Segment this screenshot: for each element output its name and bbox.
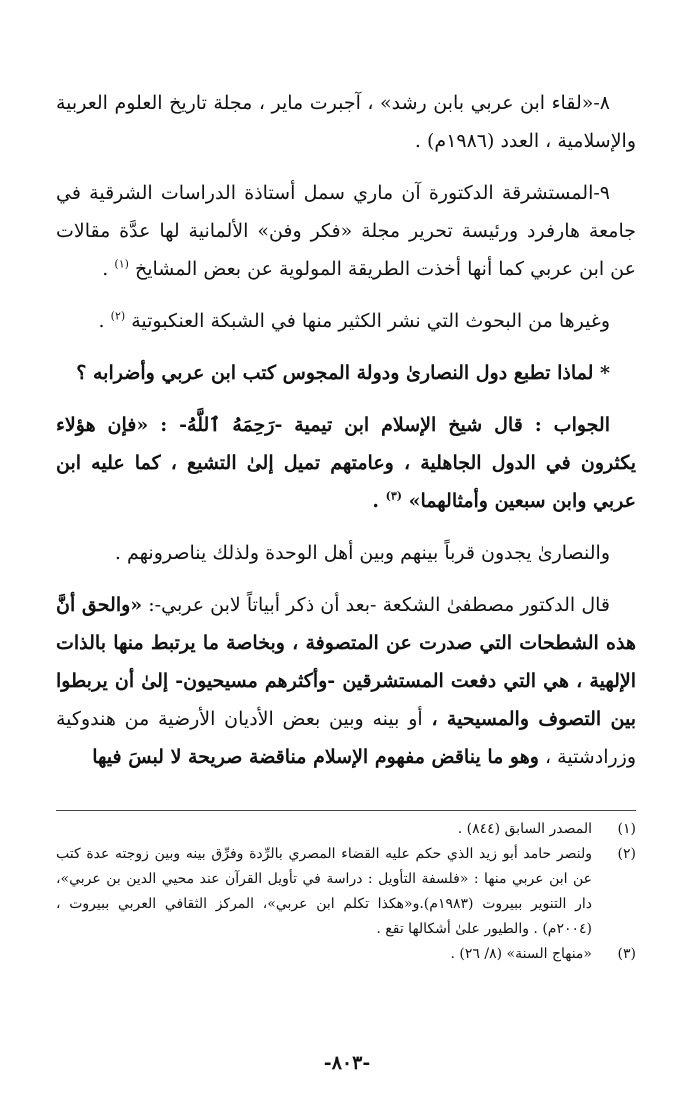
quote-part-b: أو بينه وبين بعض الأديان الأرضية من هندوكية وزرادشتية ، bbox=[56, 708, 636, 768]
item-9-text: ٩-المستشرقة الدكتورة آن ماري سمل أستاذة الدراسات الشرقية في جامعة هارفرد ورئيسة تحرير مجلة «فكر وفن» الألمانية لها عدَّة مقالات عن ابن عربي كما أنها أخذت الطريقة المولوية عن بعض المشايخ bbox=[56, 182, 636, 280]
footnote-ref-1[interactable]: (١) bbox=[114, 257, 129, 271]
footnote-1 bbox=[56, 817, 636, 842]
footnote-text: «منهاج السنة» (٨/ ٢٦) . bbox=[450, 946, 592, 962]
footnotes-section bbox=[56, 810, 636, 967]
question-heading: * لماذا تطبع دول النصارىٰ ودولة المجوس كتب ابن عربي وأضرابه ؟ bbox=[76, 362, 610, 384]
answer-paragraph: الجواب : قال شيخ الإسلام ابن تيمية -رَحِمَهُ ٱللَّهُ- : «فإن هؤلاء يكثرون في الدول الجاهلية ، وعامتهم تميل إلىٰ التشيع ، كما عليه ابن عربي وابن سبعين وأمثالهما» $^{(٣)}$ . bbox=[56, 414, 636, 512]
footnote-number: (٣) bbox=[617, 946, 636, 962]
answer-text: الجواب : قال شيخ الإسلام ابن تيمية -رَحِمَهُ ٱللَّهُ- : «فإن هؤلاء يكثرون في الدول الجاهلية ، وعامتهم تميل إلىٰ التشيع ، كما عليه ابن عربي وابن سبعين وأمثالهما» bbox=[56, 414, 636, 512]
footnote-2 bbox=[56, 842, 636, 942]
quote-part-c: وهو ما يناقض مفهوم الإسلام مناقضة صريحة لا لبسَ فيها bbox=[92, 746, 539, 768]
page-number: -٨٠٣- bbox=[323, 1052, 371, 1074]
others-text: وغيرها من البحوث التي نشر الكثير منها في الشبكة العنكبوتية bbox=[131, 310, 610, 332]
quote-paragraph bbox=[56, 586, 636, 776]
item-9-paragraph: ٩-المستشرقة الدكتورة آن ماري سمل أستاذة الدراسات الشرقية في جامعة هارفرد ورئيسة تحرير مجلة «فكر وفن» الألمانية لها عدَّة مقالات عن ابن عربي كما أنها أخذت الطريقة المولوية عن بعض المشايخ $^{(١)}$ . bbox=[56, 182, 636, 280]
item-8-paragraph bbox=[56, 84, 636, 160]
quote-part-a: «والحق أنَّ هذه الشطحات التي صدرت عن المتصوفة ، وبخاصة ما يرتبط منها بالذات الإلهية ، هي التي دفعت المستشرقين -وأكثرهم مسيحيون- إلىٰ أن يربطوا بين التصوف والمسيحية ، bbox=[56, 594, 636, 730]
footnote-3 bbox=[56, 942, 636, 967]
christians-paragraph: والنصارىٰ يجدون قرباً بينهم وبين أهل الوحدة ولذلك يناصرونهم . bbox=[114, 542, 610, 564]
item-8-text: ٨-«لقاء ابن عربي بابن رشد» ، آجبرت ماير ، مجلة تاريخ العلوم العربية والإسلامية ، العدد (١٩٨٦م) . bbox=[56, 92, 636, 152]
footnote-number: (٢) bbox=[617, 846, 636, 862]
footnote-text: المصدر السابق (٨٤٤) . bbox=[457, 821, 592, 837]
footnote-text: ولنصر حامد أبو زيد الذي حكم عليه القضاء المصري بالرِّدة وفرِّق بينه وبين زوجته عدة كتب عن ابن عربي منها : «فلسفة التأويل : دراسة في تأويل القرآن عند محيي الدين بن عربي»، دار التنوير ببيروت (١٩٨٣م).و«هكذا تكلم ابن عربي»، المركز الثقافي العربي ببيروت ، (٢٠٠٤م) . والطيور علىٰ أشكالها تقع . bbox=[56, 846, 593, 937]
footnote-ref-3[interactable]: (٣) bbox=[385, 489, 402, 503]
quote-intro: قال الدكتور مصطفىٰ الشكعة -بعد أن ذكر أبياتاً لابن عربي-: bbox=[148, 594, 610, 616]
main-text bbox=[56, 84, 636, 776]
others-paragraph: وغيرها من البحوث التي نشر الكثير منها في الشبكة العنكبوتية $^{(٢)}$ . bbox=[98, 309, 610, 332]
footnote-ref-2[interactable]: (٢) bbox=[110, 309, 126, 323]
footnote-number: (١) bbox=[617, 821, 636, 837]
